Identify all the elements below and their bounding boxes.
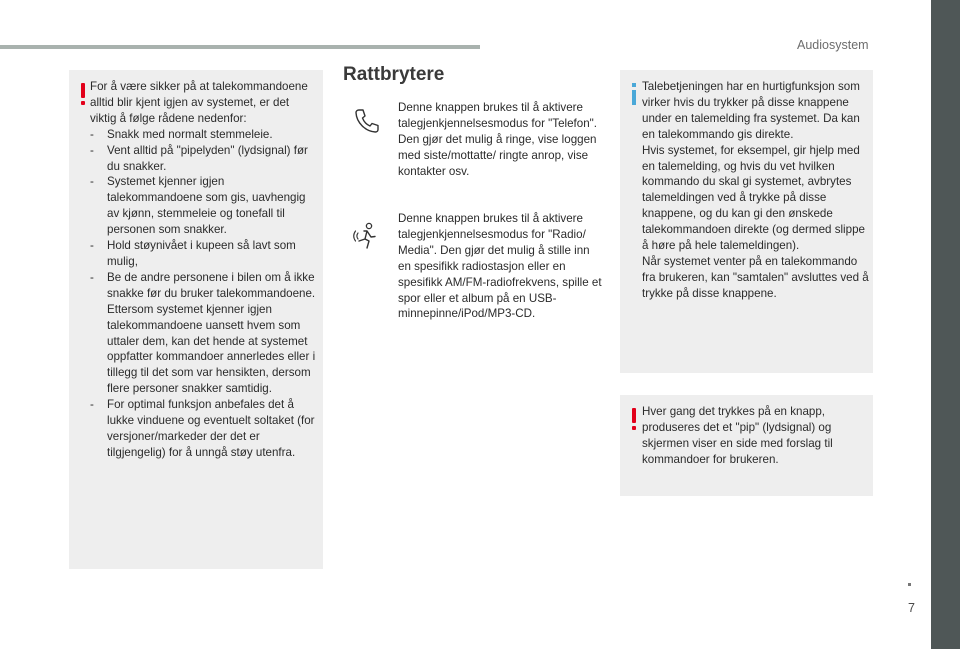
- warning-box-voice-tips: [69, 70, 323, 569]
- list-item: - Be de andre personene i bilen om å ikke snakke før du bruker talekommandoene. Ettersom systemet kjenner igjen talekommandoene uansett hvem som uttaler dem, kan det hende at systemet oppfatter kommandoer annerledes eller i tillegg til det som var hensikten, dersom flere personer snakker samtidig.: [90, 270, 317, 397]
- warning-icon: [79, 83, 88, 105]
- page-number: 7: [908, 601, 915, 615]
- warning-intro: For å være sikker på at talekommandoene alltid blir kjent igjen av systemet, er det viktig å følge rådene nedenfor:: [90, 80, 308, 125]
- section-title: Audiosystem: [797, 38, 869, 52]
- header-rule: [0, 45, 480, 49]
- info-paragraph: Hvis systemet, for eksempel, gir hjelp med en talemelding, og hvis du vet hvilken kommando du skal gi systemet, avbrytes talemeldingen ved å trykke på disse knappene, og du kan gi den ønskede talekommandoen direkte (og dermed slippe å høre på hele talemeldingen).: [642, 143, 865, 253]
- list-item: - Hold støynivået i kupeen så lavt som mulig,: [90, 238, 317, 270]
- phone-button-description: [352, 100, 602, 180]
- tips-list: [90, 127, 317, 461]
- info-paragraph: Når systemet venter på en talekommando fra brukeren, kan "samtalen" avsluttes ved å trykke på disse knappene.: [642, 254, 869, 300]
- list-item: - For optimal funksjon anbefales det å lukke vinduene og eventuelt soltaket (for versjoner/markeder der det er tilgjengelig) for å unngå støy utenfra.: [90, 397, 317, 461]
- continue-marker: [908, 583, 911, 586]
- info-box-shortcut: [620, 70, 873, 373]
- page-edge-bar: [931, 0, 960, 649]
- info-paragraph: Talebetjeningen har en hurtigfunksjon som virker hvis du trykker på disse knappene under en talemelding fra systemet. Da kan en talekommando gis direkte.: [642, 80, 860, 141]
- voice-button-description: [352, 211, 602, 321]
- warning-icon: [630, 408, 639, 430]
- phone-icon: [352, 106, 382, 136]
- phone-button-text: Denne knappen brukes til å aktivere talegjenkjennelsesmodus for "Telefon". Den gjør det mulig å ringe, vise loggen med siste/mottatte/ ringte anrop, vise kontakter osv.: [398, 101, 598, 178]
- warning-text: Hver gang det trykkes på en knapp, produseres det et "pip" (lydsignal) og skjermen viser en side med forslag til kommandoer for brukeren.: [642, 405, 833, 466]
- page-title: Rattbrytere: [343, 64, 445, 85]
- list-item: - Systemet kjenner igjen talekommandoene som gis, uavhengig av kjønn, stemmeleie og tonefall til personen som snakker.: [90, 174, 317, 238]
- list-item: - Vent alltid på "pipelyden" (lydsignal) før du snakker.: [90, 143, 317, 175]
- warning-box-beep: [620, 395, 873, 496]
- list-item: - Snakk med normalt stemmeleie.: [90, 127, 317, 143]
- voice-button-text: Denne knappen brukes til å aktivere talegjenkjennelsesmodus for "Radio/ Media". Den gjør det mulig å stille inn en spesifikk radiostasjon eller en spesifikk AM/FM-radiofrekvens, spille et spor eller et album på en USB-minnepinne/iPod/MP3-CD.: [398, 212, 602, 321]
- voice-command-icon: [352, 221, 382, 251]
- info-icon: [630, 83, 639, 105]
